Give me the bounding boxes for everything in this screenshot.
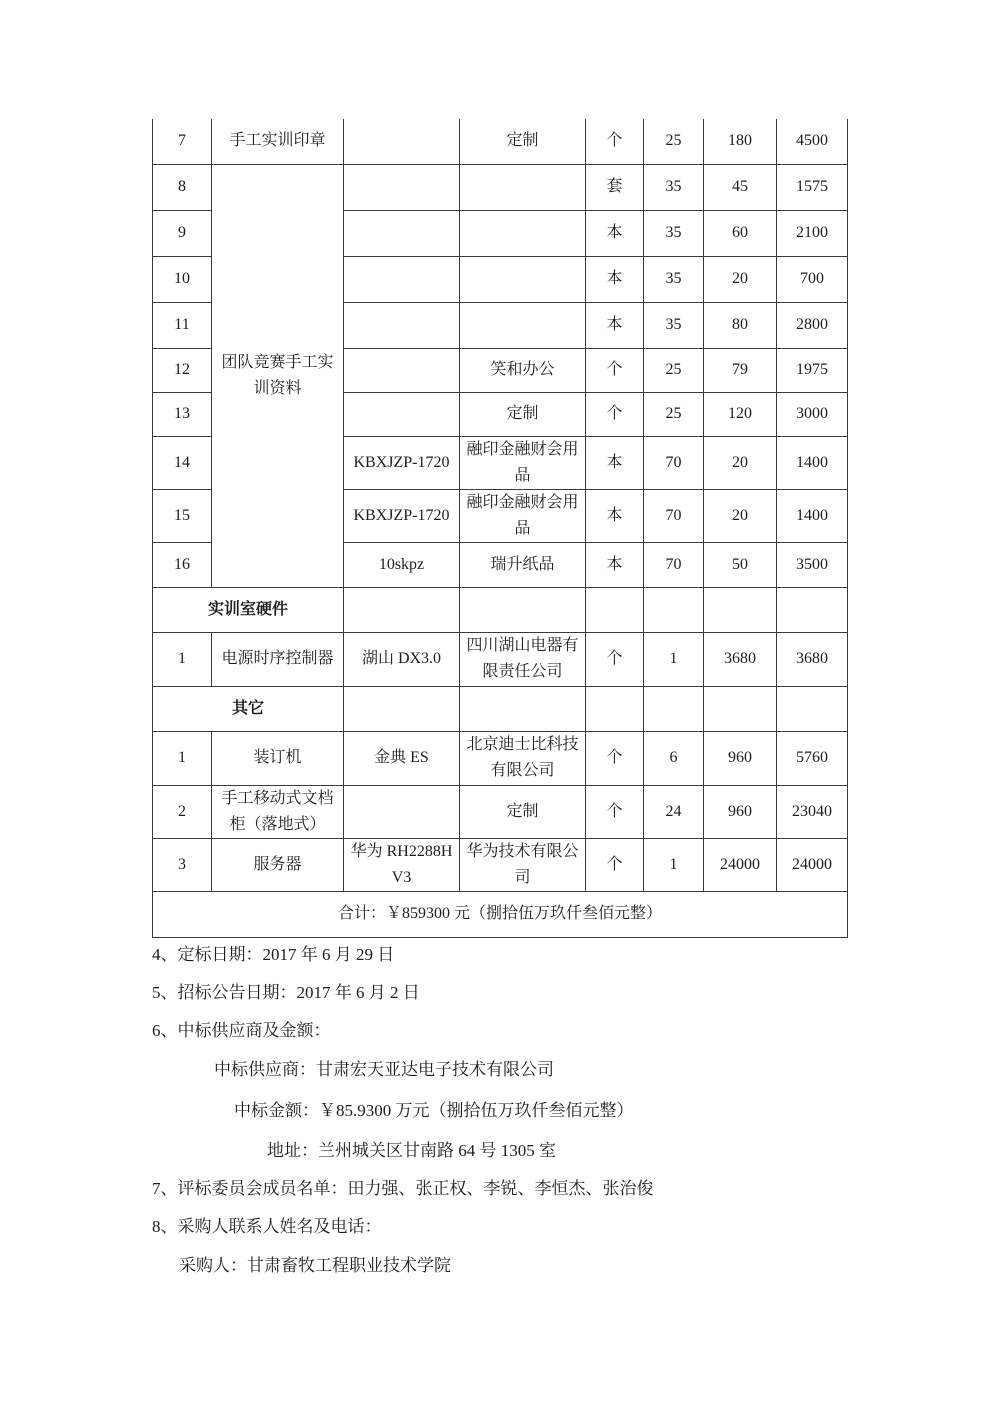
cell-amount: 3000	[777, 392, 848, 436]
empty-cell	[777, 686, 848, 731]
table-row-other1	[153, 731, 848, 785]
cell-name: 服务器	[212, 838, 344, 891]
table-row-item8	[153, 164, 848, 210]
cell-seq: 3	[153, 838, 212, 891]
cell-unit-price: 960	[704, 785, 777, 838]
cell-manufacturer: 华为技术有限公司	[460, 838, 586, 891]
cell-manufacturer: 定制	[460, 392, 586, 436]
cell-seq: 14	[153, 436, 212, 489]
note-winner-address: 地址：兰州城关区甘南路 64 号 1305 室	[267, 1141, 556, 1160]
cell-manufacturer: 四川湖山电器有限责任公司	[460, 632, 586, 686]
empty-cell	[704, 686, 777, 731]
cell-quantity: 25	[644, 392, 704, 436]
section-header-other: 其它	[153, 686, 344, 731]
cell-model: KBXJZP-1720	[344, 436, 460, 489]
cell-manufacturer: 定制	[460, 119, 586, 164]
cell-seq: 8	[153, 164, 212, 210]
empty-cell	[344, 686, 460, 731]
cell-unit: 个	[586, 348, 644, 392]
cell-name: 电源时序控制器	[212, 632, 344, 686]
cell-manufacturer	[460, 256, 586, 302]
cell-unit: 个	[586, 632, 644, 686]
cell-quantity: 70	[644, 489, 704, 542]
note-winner-supplier: 中标供应商：甘肃宏天亚达电子技术有限公司	[214, 1060, 554, 1079]
cell-unit-price: 120	[704, 392, 777, 436]
cell-manufacturer	[460, 164, 586, 210]
cell-unit-price: 960	[704, 731, 777, 785]
cell-unit: 个	[586, 119, 644, 164]
cell-amount: 2100	[777, 210, 848, 256]
cell-amount: 3680	[777, 632, 848, 686]
cell-seq: 15	[153, 489, 212, 542]
cell-model: 华为 RH2288H V3	[344, 838, 460, 891]
note-award-date: 4、定标日期：2017 年 6 月 29 日	[152, 945, 395, 964]
cell-quantity: 6	[644, 731, 704, 785]
cell-manufacturer: 融印金融财会用品	[460, 436, 586, 489]
cell-quantity: 35	[644, 302, 704, 348]
cell-unit: 个	[586, 785, 644, 838]
cell-unit: 个	[586, 392, 644, 436]
cell-seq: 12	[153, 348, 212, 392]
table-row-total	[153, 891, 848, 937]
cell-quantity: 70	[644, 436, 704, 489]
cell-quantity: 35	[644, 164, 704, 210]
cell-quantity: 70	[644, 542, 704, 587]
note-winner-heading: 6、中标供应商及金额：	[152, 1021, 331, 1040]
cell-amount: 2800	[777, 302, 848, 348]
cell-unit-price: 79	[704, 348, 777, 392]
cell-manufacturer: 定制	[460, 785, 586, 838]
cell-unit: 本	[586, 210, 644, 256]
cell-unit: 本	[586, 302, 644, 348]
empty-cell	[344, 587, 460, 632]
cell-model	[344, 302, 460, 348]
cell-seq: 1	[153, 731, 212, 785]
cell-unit-price: 20	[704, 489, 777, 542]
cell-unit-price: 80	[704, 302, 777, 348]
cell-unit-price: 24000	[704, 838, 777, 891]
cell-name: 手工实训印章	[212, 119, 344, 164]
cell-seq: 1	[153, 632, 212, 686]
cell-model	[344, 392, 460, 436]
cell-amount: 1400	[777, 436, 848, 489]
cell-quantity: 25	[644, 348, 704, 392]
cell-model: 湖山 DX3.0	[344, 632, 460, 686]
cell-unit: 个	[586, 838, 644, 891]
cell-unit: 本	[586, 256, 644, 302]
cell-model	[344, 210, 460, 256]
cell-manufacturer: 笑和办公	[460, 348, 586, 392]
cell-unit-price: 20	[704, 436, 777, 489]
cell-unit-price: 20	[704, 256, 777, 302]
cell-unit: 本	[586, 489, 644, 542]
cell-seq: 13	[153, 392, 212, 436]
cell-unit-price: 3680	[704, 632, 777, 686]
cell-unit: 本	[586, 542, 644, 587]
cell-unit-price: 60	[704, 210, 777, 256]
cell-quantity: 35	[644, 256, 704, 302]
empty-cell	[704, 587, 777, 632]
table-row-hardware1	[153, 632, 848, 686]
cell-manufacturer	[460, 210, 586, 256]
cell-seq: 2	[153, 785, 212, 838]
cell-amount: 1575	[777, 164, 848, 210]
empty-cell	[460, 686, 586, 731]
cell-unit-price: 180	[704, 119, 777, 164]
cell-quantity: 1	[644, 632, 704, 686]
cell-model: 金典 ES	[344, 731, 460, 785]
cell-name-group: 团队竞赛手工实训资料	[212, 164, 344, 587]
cell-amount: 4500	[777, 119, 848, 164]
cell-grand-total: 合计：￥859300 元（捌拾伍万玖仟叁佰元整）	[153, 891, 848, 937]
cell-manufacturer: 瑞升纸品	[460, 542, 586, 587]
cell-quantity: 1	[644, 838, 704, 891]
empty-cell	[777, 587, 848, 632]
cell-amount: 1400	[777, 489, 848, 542]
cell-seq: 7	[153, 119, 212, 164]
cell-amount: 1975	[777, 348, 848, 392]
cell-model	[344, 256, 460, 302]
cell-manufacturer: 北京迪士比科技有限公司	[460, 731, 586, 785]
cell-seq: 10	[153, 256, 212, 302]
cell-model	[344, 348, 460, 392]
cell-unit-price: 50	[704, 542, 777, 587]
cell-unit: 套	[586, 164, 644, 210]
section-header-hardware: 实训室硬件	[153, 587, 344, 632]
procurement-items-table	[152, 119, 848, 938]
cell-seq: 16	[153, 542, 212, 587]
table-row-section-other	[153, 686, 848, 731]
note-winner-amount: 中标金额：￥85.9300 万元（捌拾伍万玖仟叁佰元整）	[234, 1101, 634, 1120]
empty-cell	[460, 587, 586, 632]
cell-manufacturer	[460, 302, 586, 348]
empty-cell	[586, 587, 644, 632]
note-committee: 7、评标委员会成员名单：田力强、张正权、李锐、李恒杰、张治俊	[152, 1179, 654, 1198]
cell-quantity: 25	[644, 119, 704, 164]
cell-model	[344, 119, 460, 164]
cell-amount: 5760	[777, 731, 848, 785]
empty-cell	[644, 587, 704, 632]
table-row-other2	[153, 785, 848, 838]
cell-unit: 个	[586, 731, 644, 785]
table-row-section-hardware	[153, 587, 848, 632]
cell-name: 手工移动式文档柜（落地式）	[212, 785, 344, 838]
cell-quantity: 35	[644, 210, 704, 256]
cell-amount: 23040	[777, 785, 848, 838]
note-purchaser: 采购人：甘肃畜牧工程职业技术学院	[179, 1256, 451, 1275]
note-contact-heading: 8、采购人联系人姓名及电话：	[152, 1217, 382, 1236]
cell-unit: 本	[586, 436, 644, 489]
cell-amount: 3500	[777, 542, 848, 587]
table-row-other3	[153, 838, 848, 891]
empty-cell	[586, 686, 644, 731]
cell-seq: 11	[153, 302, 212, 348]
cell-model: KBXJZP-1720	[344, 489, 460, 542]
cell-unit-price: 45	[704, 164, 777, 210]
cell-quantity: 24	[644, 785, 704, 838]
empty-cell	[644, 686, 704, 731]
cell-model	[344, 785, 460, 838]
table-row-item7	[153, 119, 848, 164]
cell-model	[344, 164, 460, 210]
cell-name: 装订机	[212, 731, 344, 785]
cell-seq: 9	[153, 210, 212, 256]
cell-manufacturer: 融印金融财会用品	[460, 489, 586, 542]
note-announce-date: 5、招标公告日期：2017 年 6 月 2 日	[152, 983, 420, 1002]
cell-amount: 24000	[777, 838, 848, 891]
cell-model: 10skpz	[344, 542, 460, 587]
cell-amount: 700	[777, 256, 848, 302]
